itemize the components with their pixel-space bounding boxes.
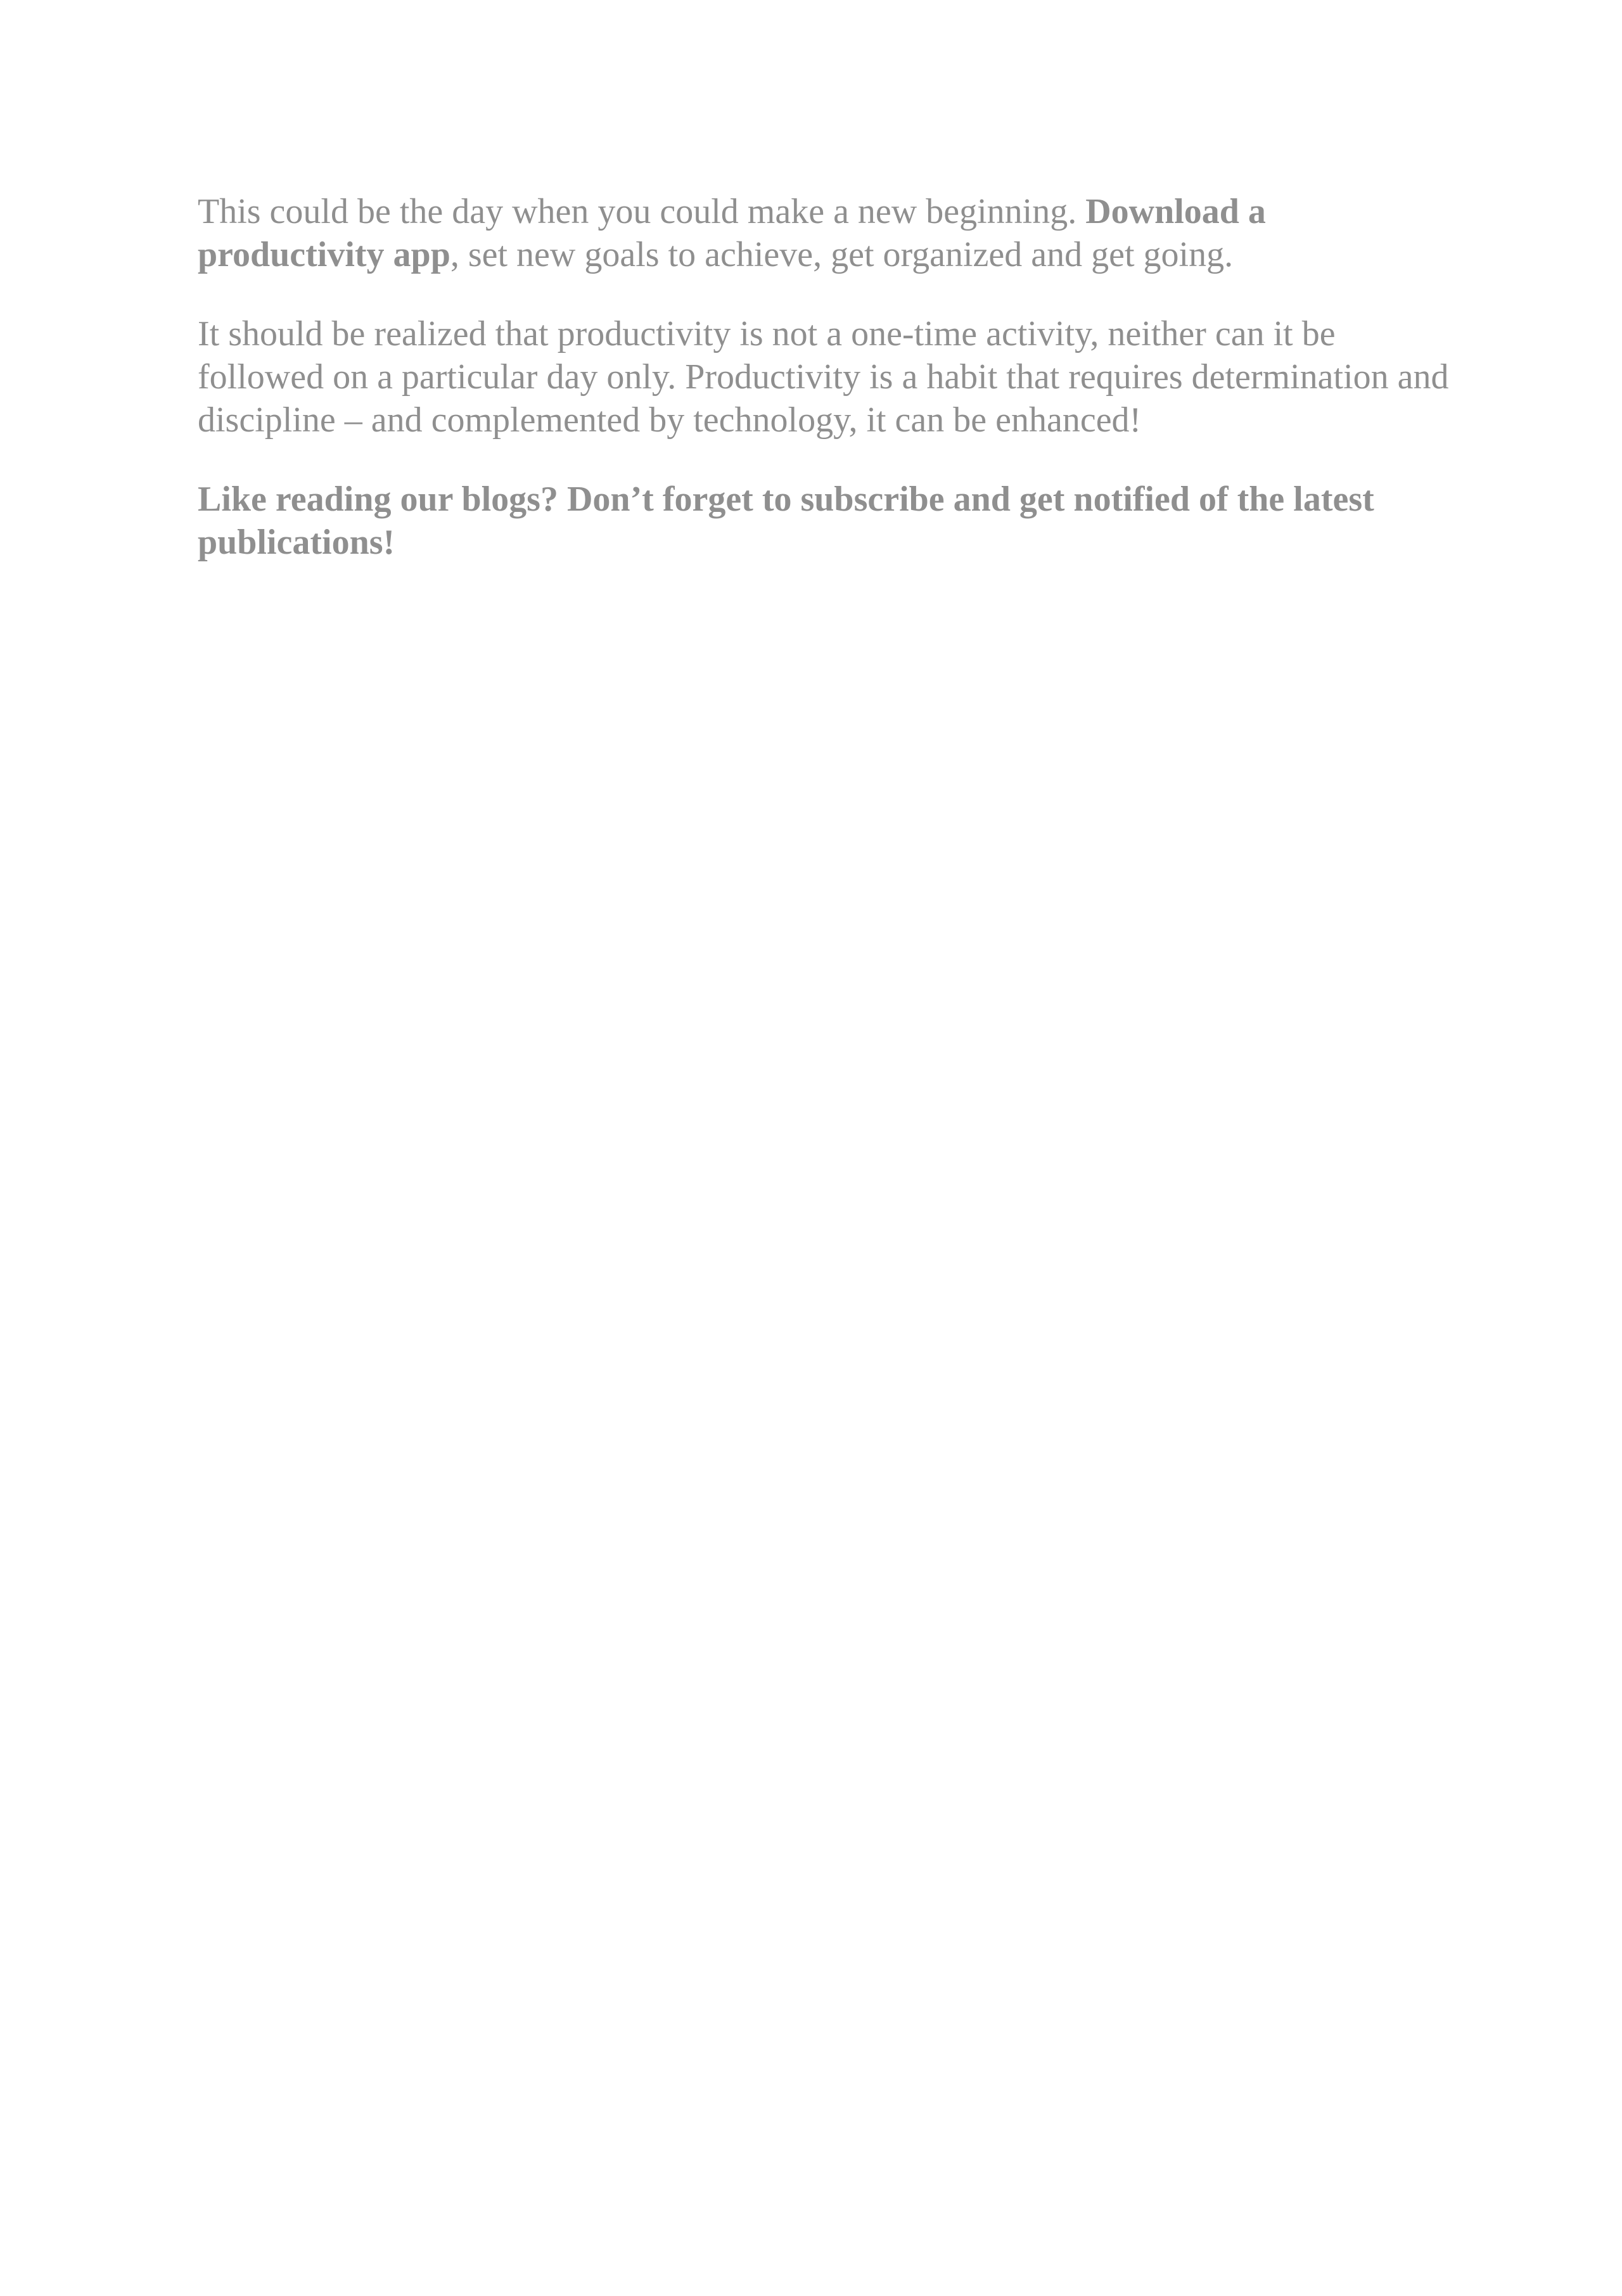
document-body xyxy=(198,190,1459,600)
subscribe-call-to-action: Like reading our blogs? Don’t forget to subscribe and get notified of the latest publications! xyxy=(198,480,1374,562)
download-app-link[interactable]: Download a productivity app xyxy=(198,192,1266,274)
productivity-paragraph: It should be realized that productivity is not a one-time activity, neither can it be followed on a particular day only. Productivity is a habit that requires determination and discipline – and complemented by technology, it can be enhanced! xyxy=(198,314,1449,440)
intro-text: This could be the day when you could make a new beginning. xyxy=(198,192,1086,231)
intro-text-continued: , set new goals to achieve, get organized and get going. xyxy=(450,235,1234,274)
intro-paragraph xyxy=(198,190,1459,276)
